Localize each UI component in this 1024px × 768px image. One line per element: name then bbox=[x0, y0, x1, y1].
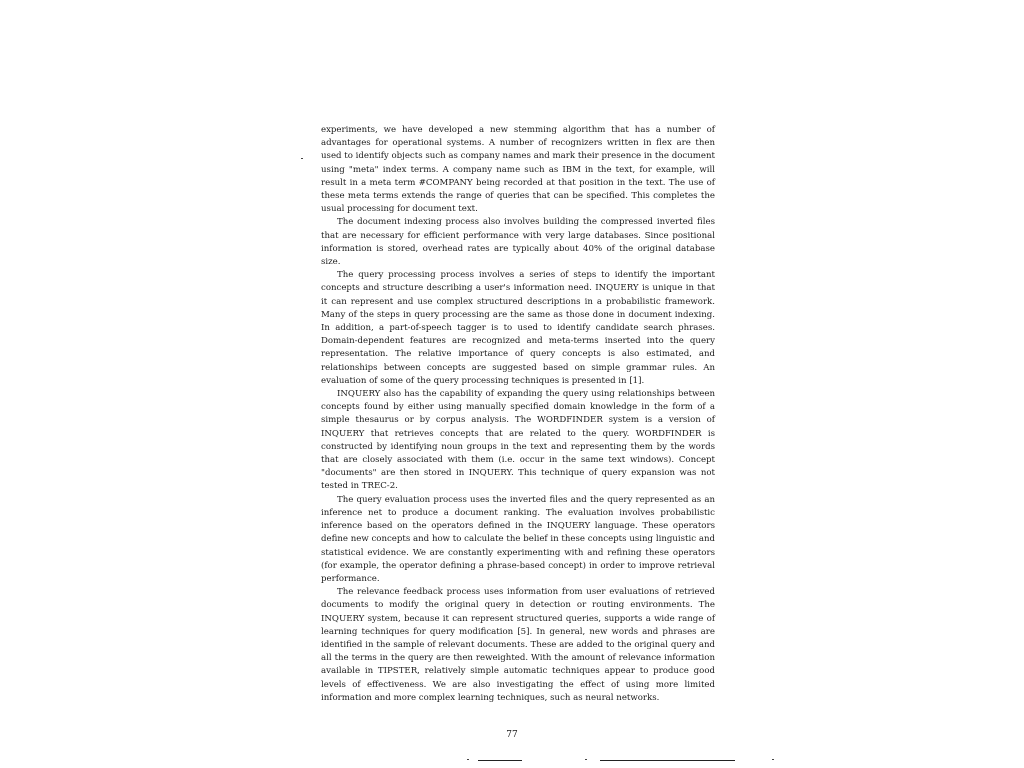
scan-artifact-dot bbox=[772, 759, 774, 760]
scan-artifact-dot bbox=[301, 158, 303, 159]
scan-artifact-dot bbox=[467, 759, 469, 760]
paragraph-relevance-feedback: The relevance feedback process uses information from user evaluations of retrieved documents to modify the original query in detection or routing environments. The INQUERY system, because it can represent structured queries, supports a wide range of learning techniques for query modification [5]. In general, new words and phrases are identified in the sample of relevant documents. These are added to the original query and all the terms in the query are then reweighted. With the amount of relevance information available in TIPSTER, relatively simple automatic techniques appear to produce good levels of effectiveness. We are also investigating the effect of using more limited information and more complex learning techniques, such as neural networks. bbox=[321, 587, 715, 703]
paragraph-query-expansion: INQUERY also has the capability of expanding the query using relationships between concepts found by either using manually specified domain knowledge in the form of a simple thesaurus or by corpus analysis. The WORDFINDER system is a version of INQUERY that retrieves concepts that are related to the query. WORDFINDER is constructed by identifying noun groups in the text and representing them by the words that are closely associated with them (i.e. occur in the same text windows). Concept "documents" are then stored in INQUERY. This technique of query expansion was not tested in TREC-2. bbox=[321, 389, 715, 492]
paragraph-indexing: The document indexing process also involves building the compressed inverted files that are necessary for efficient performance with very large databases. Since positional information is stored, overhead rates are typically about 40% of the original database size. bbox=[321, 217, 715, 268]
scan-artifact-line bbox=[478, 760, 522, 761]
body-text bbox=[321, 124, 715, 705]
paragraph-query-evaluation: The query evaluation process uses the inverted files and the query represented as an inference net to produce a document ranking. The evaluation involves probabilistic inference based on the operators defined in the INQUERY language. These operators define new concepts and how to calculate the belief in these concepts using linguistic and statistical evidence. We are constantly experimenting with and refining these operators (for example, the operator defining a phrase-based concept) in order to improve retrieval performance. bbox=[321, 494, 715, 584]
paragraph-stemming: experiments, we have developed a new stemming algorithm that has a number of advantages for operational systems. A number of recognizers written in flex are then used to identify objects such as company names and mark their presence in the document using "meta" index terms. A company name such as IBM in the text, for example, will result in a meta term #COMPANY being recorded at that position in the text. The use of these meta terms extends the range of queries that can be specified. This completes the usual processing for document text. bbox=[321, 125, 715, 215]
scan-artifact-line bbox=[600, 760, 735, 761]
scan-artifact-dot bbox=[585, 759, 587, 760]
paragraph-query-processing: The query processing process involves a series of steps to identify the important concepts and structure describing a user's information need. INQUERY is unique in that it can represent and use complex structured descriptions in a probabilistic framework. Many of the steps in query processing are the same as those done in document indexing. In addition, a part-of-speech tagger is to used to identify candidate search phrases. Domain-dependent features are recognized and meta-terms inserted into the query representation. The relative importance of query concepts is also estimated, and relationships between concepts are suggested based on simple grammar rules. An evaluation of some of the query processing techniques is presented in [1]. bbox=[321, 270, 715, 386]
page-number: 77 bbox=[506, 730, 518, 740]
